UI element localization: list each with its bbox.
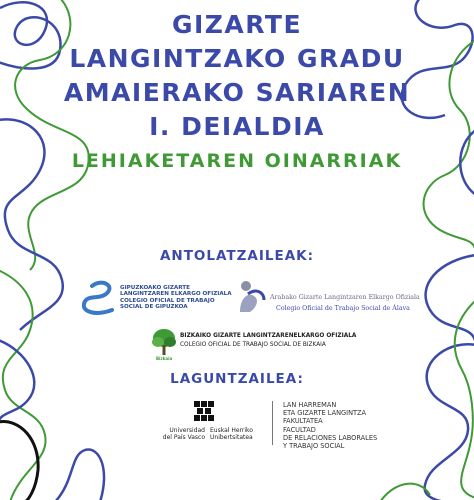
bizkaia-small-label: Bizkaia — [156, 356, 173, 361]
university-left-line-1: Universidad — [169, 427, 205, 434]
logo-divider — [272, 401, 273, 445]
bizkaia-tree-icon — [150, 328, 178, 358]
faculty-line-2: ETA GIZARTE LANGINTZA — [283, 409, 367, 418]
gipuzkoa-line-1: GIPUZKOAKO GIZARTE — [120, 285, 190, 291]
university-left-line-2: del País Vasco — [162, 433, 205, 441]
araba-logo-icon — [234, 278, 268, 314]
araba-line-2: Colegio Oficial de Trabajo Social de Álava — [276, 305, 410, 312]
subtitle: LEHIAKETAREN OINARRIAK — [71, 150, 403, 172]
title-line-4: I. DEIALDIA — [149, 112, 325, 141]
araba-line-1: Arabako Gizarte Langintzaren Elkargo Ofiziala — [270, 294, 420, 301]
title-line-3: AMAIERAKO SARIAREN — [63, 78, 411, 107]
university-right-line-2: Unibertsitatea — [210, 433, 253, 441]
gipuzkoa-logo-icon — [82, 280, 120, 316]
faculty-line-1: LAN HARREMAN — [283, 401, 337, 409]
upv-ehu-logo-icon — [194, 401, 214, 423]
gipuzkoa-logo-text — [120, 285, 232, 311]
university-name-spanish — [145, 428, 205, 442]
faculty-line-3: FAKULTATEA — [283, 417, 323, 426]
gipuzkoa-line-4: SOCIAL DE GIPUZKOA — [120, 304, 188, 311]
bizkaia-line-1: BIZKAIKO GIZARTE LANGINTZARENELKARGO OFIZIALA — [180, 333, 357, 339]
faculty-line-4: FACULTAD — [283, 425, 316, 434]
gipuzkoa-line-2: LANGINTZAREN ELKARGO OFIZIALA — [120, 291, 232, 298]
organizers-heading: ANTOLATZAILEAK: — [159, 248, 315, 264]
faculty-name — [283, 401, 377, 450]
bizkaia-line-2: COLEGIO OFICIAL DE TRABAJO SOCIAL DE BIZKAIA — [180, 342, 326, 348]
gipuzkoa-line-3: COLEGIO OFICIAL DE TRABAJO — [120, 297, 215, 304]
university-right-line-1: Euskal Herriko — [210, 427, 253, 434]
title-line-1: GIZARTE — [171, 10, 303, 39]
title-line-2: LANGINTZAKO GRADU — [69, 44, 405, 73]
faculty-line-5: DE RELACIONES LABORALES — [283, 433, 378, 442]
university-name-basque — [210, 428, 253, 442]
faculty-line-6: Y TRABAJO SOCIAL — [283, 442, 345, 451]
collaborator-heading: LAGUNTZAILEA: — [170, 371, 304, 387]
